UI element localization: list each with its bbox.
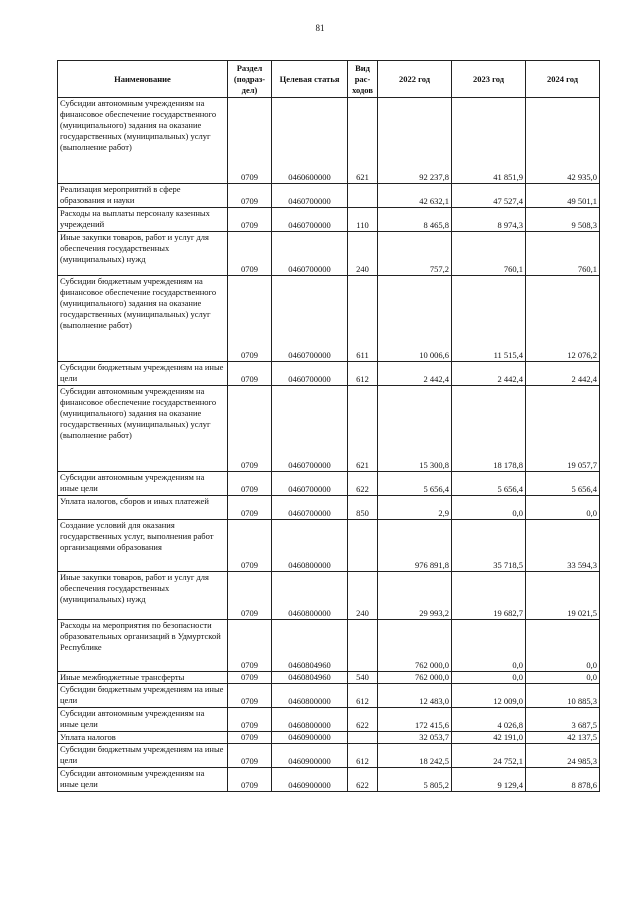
row-2023: 18 178,8 <box>452 386 526 472</box>
row-target: 0460800000 <box>272 520 348 572</box>
row-kind: 612 <box>348 684 378 708</box>
row-name: Иные межбюджетные трансферты <box>58 672 228 684</box>
row-2024: 24 985,3 <box>526 744 600 768</box>
row-kind: 621 <box>348 98 378 184</box>
row-2024: 10 885,3 <box>526 684 600 708</box>
row-2023: 2 442,4 <box>452 362 526 386</box>
header-2023: 2023 год <box>452 61 526 98</box>
row-2023: 42 191,0 <box>452 732 526 744</box>
row-name: Иные закупки товаров, работ и услуг для обеспечения государственных (муниципальных) нужд <box>58 232 228 276</box>
row-2024: 42 137,5 <box>526 732 600 744</box>
row-2022: 2 442,4 <box>378 362 452 386</box>
row-2024: 49 501,1 <box>526 184 600 208</box>
table-row <box>58 232 600 276</box>
row-2023: 41 851,9 <box>452 98 526 184</box>
row-kind: 110 <box>348 208 378 232</box>
header-name: Наименование <box>58 61 228 98</box>
row-2023: 11 515,4 <box>452 276 526 362</box>
row-2022: 12 483,0 <box>378 684 452 708</box>
row-2022: 32 053,7 <box>378 732 452 744</box>
header-2024: 2024 год <box>526 61 600 98</box>
row-kind: 611 <box>348 276 378 362</box>
row-kind <box>348 620 378 672</box>
table-row <box>58 472 600 496</box>
row-name: Субсидии бюджетным учреждениям на иные цели <box>58 684 228 708</box>
row-2023: 24 752,1 <box>452 744 526 768</box>
row-section: 0709 <box>228 232 272 276</box>
row-target: 0460600000 <box>272 98 348 184</box>
row-2022: 2,9 <box>378 496 452 520</box>
row-kind: 612 <box>348 362 378 386</box>
row-2024: 0,0 <box>526 672 600 684</box>
row-kind <box>348 520 378 572</box>
row-name: Субсидии автономным учреждениям на иные цели <box>58 708 228 732</box>
row-2023: 35 718,5 <box>452 520 526 572</box>
row-2022: 8 465,8 <box>378 208 452 232</box>
table-row <box>58 744 600 768</box>
row-2024: 9 508,3 <box>526 208 600 232</box>
header-kind: Вид рас-ходов <box>348 61 378 98</box>
row-2024: 19 057,7 <box>526 386 600 472</box>
table-row <box>58 672 600 684</box>
row-kind: 240 <box>348 232 378 276</box>
row-kind: 622 <box>348 708 378 732</box>
table-row <box>58 768 600 792</box>
row-2022: 15 300,8 <box>378 386 452 472</box>
table-row <box>58 184 600 208</box>
table-row <box>58 276 600 362</box>
row-section: 0709 <box>228 98 272 184</box>
table-row <box>58 386 600 472</box>
row-name: Субсидии автономным учреждениям на финансовое обеспечение государственного (муниципального) задания на оказание государственных (муниципальных) услуг (выполнение работ) <box>58 386 228 472</box>
row-2024: 42 935,0 <box>526 98 600 184</box>
row-section: 0709 <box>228 672 272 684</box>
header-target: Целевая статья <box>272 61 348 98</box>
row-section: 0709 <box>228 732 272 744</box>
header-section: Раздел (подраз-дел) <box>228 61 272 98</box>
row-kind: 540 <box>348 672 378 684</box>
row-kind: 240 <box>348 572 378 620</box>
row-2023: 19 682,7 <box>452 572 526 620</box>
row-kind: 622 <box>348 472 378 496</box>
row-target: 0460700000 <box>272 184 348 208</box>
row-section: 0709 <box>228 496 272 520</box>
table-row <box>58 496 600 520</box>
row-2023: 4 026,8 <box>452 708 526 732</box>
row-2022: 42 632,1 <box>378 184 452 208</box>
row-name: Уплата налогов <box>58 732 228 744</box>
row-2023: 12 009,0 <box>452 684 526 708</box>
row-name: Субсидии автономным учреждениям на финансовое обеспечение государственного (муниципального) задания на оказание государственных (муниципальных) услуг (выполнение работ) <box>58 98 228 184</box>
row-section: 0709 <box>228 472 272 496</box>
row-kind: 622 <box>348 768 378 792</box>
row-name: Субсидии автономным учреждениям на иные цели <box>58 472 228 496</box>
row-2024: 12 076,2 <box>526 276 600 362</box>
row-name: Субсидии автономным учреждениям на иные цели <box>58 768 228 792</box>
row-target: 0460700000 <box>272 208 348 232</box>
header-2022: 2022 год <box>378 61 452 98</box>
row-name: Расходы на выплаты персоналу казенных учреждений <box>58 208 228 232</box>
row-2024: 8 878,6 <box>526 768 600 792</box>
row-2022: 5 805,2 <box>378 768 452 792</box>
row-kind <box>348 184 378 208</box>
table-header-row <box>58 61 600 98</box>
row-kind: 621 <box>348 386 378 472</box>
row-section: 0709 <box>228 708 272 732</box>
row-target: 0460700000 <box>272 232 348 276</box>
row-target: 0460800000 <box>272 572 348 620</box>
row-target: 0460700000 <box>272 276 348 362</box>
row-2023: 0,0 <box>452 496 526 520</box>
row-target: 0460700000 <box>272 362 348 386</box>
row-2024: 33 594,3 <box>526 520 600 572</box>
row-2022: 172 415,6 <box>378 708 452 732</box>
row-name: Иные закупки товаров, работ и услуг для обеспечения государственных (муниципальных) нужд <box>58 572 228 620</box>
row-target: 0460804960 <box>272 620 348 672</box>
row-2023: 47 527,4 <box>452 184 526 208</box>
row-section: 0709 <box>228 520 272 572</box>
row-section: 0709 <box>228 386 272 472</box>
row-2024: 2 442,4 <box>526 362 600 386</box>
row-2024: 0,0 <box>526 620 600 672</box>
row-name: Субсидии бюджетным учреждениям на иные цели <box>58 744 228 768</box>
row-section: 0709 <box>228 572 272 620</box>
row-name: Создание условий для оказания государственных услуг, выполнения работ организациями образования <box>58 520 228 572</box>
row-name: Реализация мероприятий в сфере образования и науки <box>58 184 228 208</box>
row-2023: 9 129,4 <box>452 768 526 792</box>
row-target: 0460800000 <box>272 708 348 732</box>
row-section: 0709 <box>228 684 272 708</box>
row-target: 0460700000 <box>272 496 348 520</box>
row-2022: 762 000,0 <box>378 672 452 684</box>
row-target: 0460804960 <box>272 672 348 684</box>
row-2022: 18 242,5 <box>378 744 452 768</box>
row-target: 0460700000 <box>272 386 348 472</box>
row-2022: 29 993,2 <box>378 572 452 620</box>
row-section: 0709 <box>228 768 272 792</box>
row-target: 0460900000 <box>272 768 348 792</box>
table-row <box>58 732 600 744</box>
row-target: 0460700000 <box>272 472 348 496</box>
row-2022: 10 006,6 <box>378 276 452 362</box>
table-row <box>58 520 600 572</box>
row-2023: 0,0 <box>452 672 526 684</box>
row-2024: 19 021,5 <box>526 572 600 620</box>
table-row <box>58 684 600 708</box>
row-2022: 92 237,8 <box>378 98 452 184</box>
row-2022: 762 000,0 <box>378 620 452 672</box>
row-kind <box>348 732 378 744</box>
table-row <box>58 362 600 386</box>
row-2024: 760,1 <box>526 232 600 276</box>
row-target: 0460900000 <box>272 732 348 744</box>
row-2022: 5 656,4 <box>378 472 452 496</box>
row-2022: 757,2 <box>378 232 452 276</box>
row-2024: 0,0 <box>526 496 600 520</box>
row-2023: 0,0 <box>452 620 526 672</box>
row-section: 0709 <box>228 184 272 208</box>
row-section: 0709 <box>228 620 272 672</box>
table-row <box>58 572 600 620</box>
row-name: Субсидии бюджетным учреждениям на иные цели <box>58 362 228 386</box>
row-kind: 850 <box>348 496 378 520</box>
table-row <box>58 208 600 232</box>
table-row <box>58 708 600 732</box>
row-2024: 3 687,5 <box>526 708 600 732</box>
row-2023: 8 974,3 <box>452 208 526 232</box>
table-row <box>58 98 600 184</box>
row-section: 0709 <box>228 744 272 768</box>
table-row <box>58 620 600 672</box>
row-name: Уплата налогов, сборов и иных платежей <box>58 496 228 520</box>
row-section: 0709 <box>228 276 272 362</box>
row-2023: 5 656,4 <box>452 472 526 496</box>
row-2022: 976 891,8 <box>378 520 452 572</box>
budget-table <box>57 60 600 792</box>
row-section: 0709 <box>228 362 272 386</box>
row-kind: 612 <box>348 744 378 768</box>
row-name: Субсидии бюджетным учреждениям на финансовое обеспечение государственного (муниципального) задания на оказание государственных (муниципальных) услуг (выполнение работ) <box>58 276 228 362</box>
row-2023: 760,1 <box>452 232 526 276</box>
row-2024: 5 656,4 <box>526 472 600 496</box>
row-target: 0460900000 <box>272 744 348 768</box>
page-number: 81 <box>315 23 325 33</box>
row-section: 0709 <box>228 208 272 232</box>
row-target: 0460800000 <box>272 684 348 708</box>
table-body <box>58 98 600 792</box>
row-name: Расходы на мероприятия по безопасности образовательных организаций в Удмуртской Республике <box>58 620 228 672</box>
